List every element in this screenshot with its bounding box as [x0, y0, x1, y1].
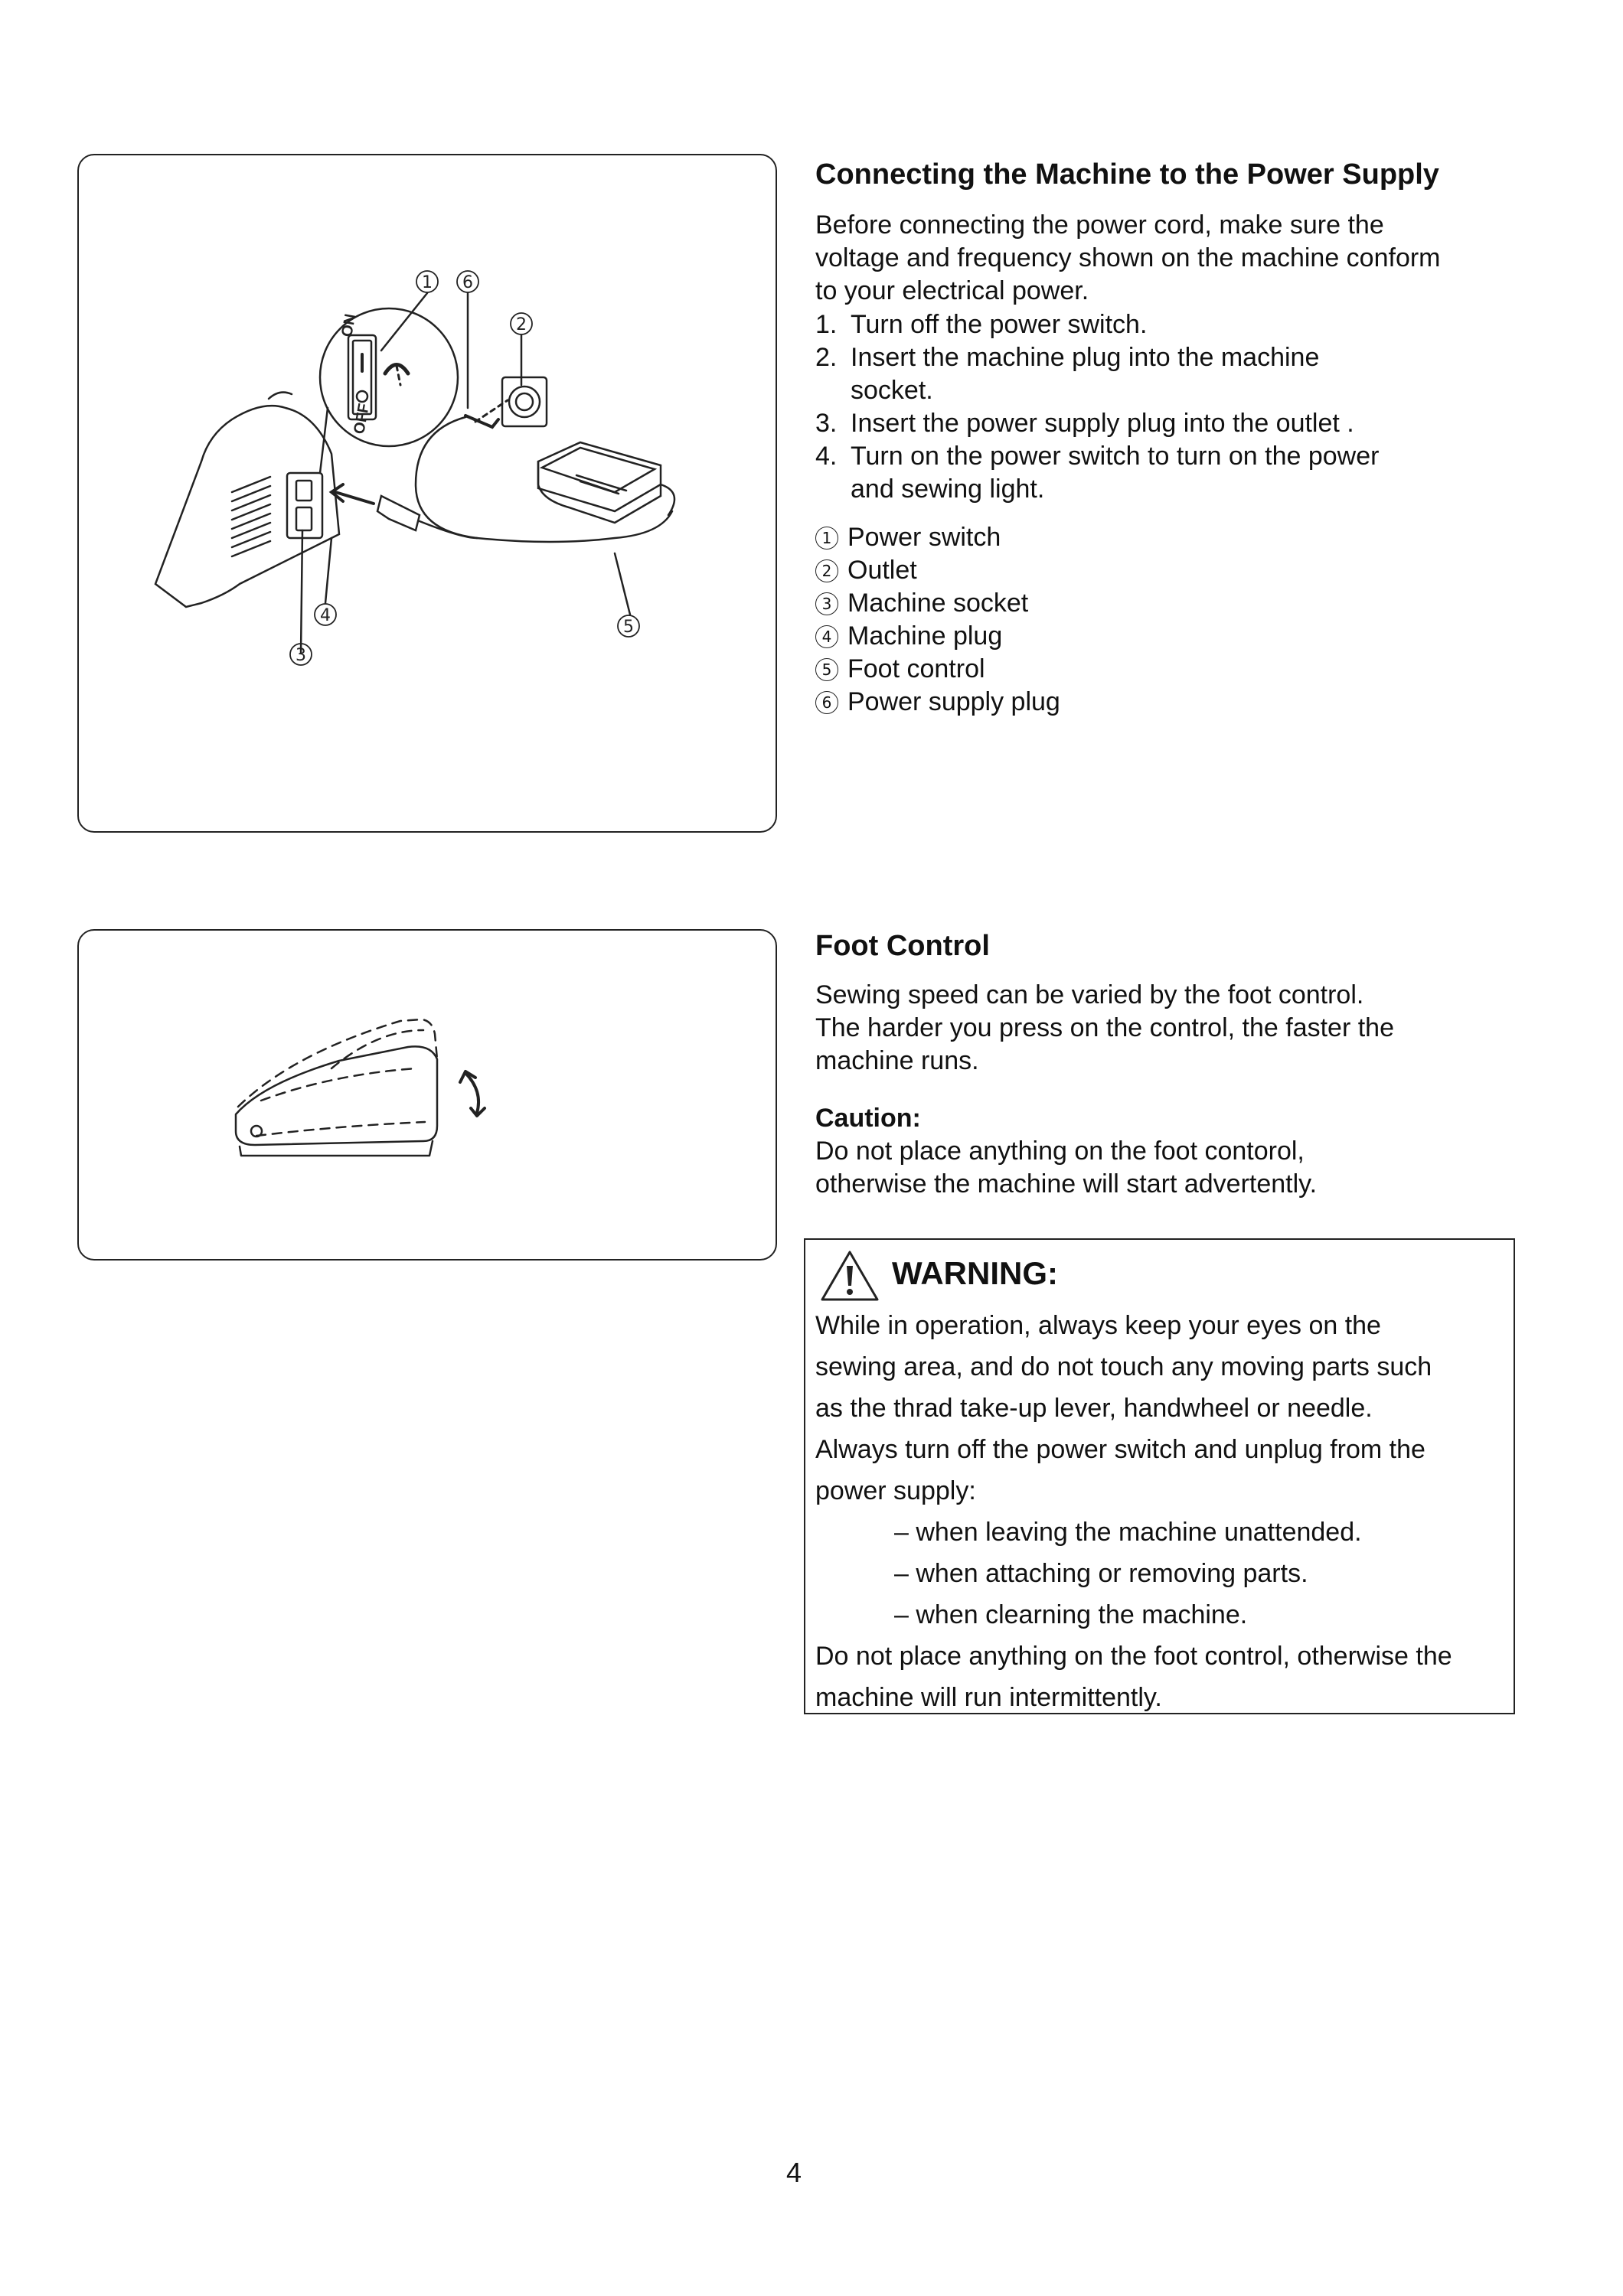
callout-6	[457, 271, 478, 292]
foot-control-line-3: machine runs.	[815, 1046, 979, 1075]
warning-closing-1: Do not place anything on the foot control, otherwise the	[815, 1642, 1452, 1671]
svg-text:5: 5	[623, 618, 634, 637]
legend-item: 3 Machine socket	[815, 587, 1060, 620]
warning-triangle-icon	[819, 1249, 880, 1303]
warning-item-3: – when clearning the machine.	[894, 1600, 1248, 1629]
warning-item-2: – when attaching or removing parts.	[894, 1559, 1308, 1588]
switch-off-label: OFF	[351, 402, 373, 435]
foot-control-illustration	[79, 931, 776, 1259]
callout-3	[290, 644, 312, 665]
machine-plug	[377, 496, 420, 530]
power-supply-intro: Before connecting the power cord, make sure the voltage and frequency shown on the machine conform to your electrical power.	[815, 210, 1441, 305]
foot-control-line-2: The harder you press on the control, the faster the	[815, 1013, 1394, 1042]
callout-2	[511, 313, 532, 334]
callout-4	[315, 604, 336, 625]
legend-item: 2 Outlet	[815, 554, 1060, 587]
vent-slats	[232, 477, 270, 556]
parts-legend	[815, 521, 1060, 719]
legend-item: 5 Foot control	[815, 653, 1060, 686]
machine-body-outline	[155, 406, 339, 607]
foot-control-pedal	[236, 1046, 437, 1145]
legend-item: 1 Power switch	[815, 521, 1060, 554]
caution-line-2: otherwise the machine will start advertently.	[815, 1169, 1318, 1199]
power-supply-heading: Connecting the Machine to the Power Supply	[815, 158, 1439, 191]
switch-panel	[287, 473, 322, 538]
svg-text:4: 4	[320, 606, 331, 625]
press-arrow	[465, 1073, 478, 1113]
step-1: 1. Turn off the power switch.	[815, 310, 1148, 339]
page-number: 4	[786, 2157, 802, 2188]
svg-text:2: 2	[516, 315, 527, 334]
power-plug	[465, 416, 498, 427]
svg-text:3: 3	[296, 646, 306, 665]
power-connection-figure	[77, 154, 777, 833]
warning-closing-2: machine will run intermittently.	[815, 1683, 1162, 1712]
legend-item: 4 Machine plug	[815, 620, 1060, 653]
warning-item-1: – when leaving the machine unattended.	[894, 1518, 1362, 1547]
caution-line-1: Do not place anything on the foot contorol,	[815, 1137, 1305, 1166]
foot-control-figure	[77, 929, 777, 1261]
callout-5	[618, 615, 639, 637]
foot-control-line-1: Sewing speed can be varied by the foot control.	[815, 980, 1364, 1009]
svg-text:1: 1	[422, 273, 433, 292]
power-supply-steps	[815, 308, 1504, 506]
legend-item: 6 Power supply plug	[815, 686, 1060, 719]
step-2: 2. Insert the machine plug into the machine socket.	[815, 343, 1320, 405]
switch-on-label: ON	[338, 312, 360, 338]
warning-title: WARNING:	[892, 1255, 1058, 1291]
warning-line-5: power supply:	[815, 1476, 976, 1505]
step-3: 3. Insert the power supply plug into the outlet .	[815, 409, 1354, 438]
warning-line-2: sewing area, and do not touch any moving parts such	[815, 1352, 1432, 1381]
power-connection-illustration	[79, 155, 776, 831]
warning-line-4: Always turn off the power switch and unplug from the	[815, 1435, 1425, 1464]
foot-control-heading: Foot Control	[815, 930, 990, 962]
svg-text:6: 6	[462, 273, 473, 292]
callout-1	[416, 271, 438, 292]
caution-label: Caution:	[815, 1104, 921, 1133]
warning-line-3: as the thrad take-up lever, handwheel or needle.	[815, 1394, 1373, 1423]
step-4: 4. Turn on the power switch to turn on the power and sewing light.	[815, 442, 1380, 504]
warning-line-1: While in operation, always keep your eyes on the	[815, 1311, 1381, 1340]
